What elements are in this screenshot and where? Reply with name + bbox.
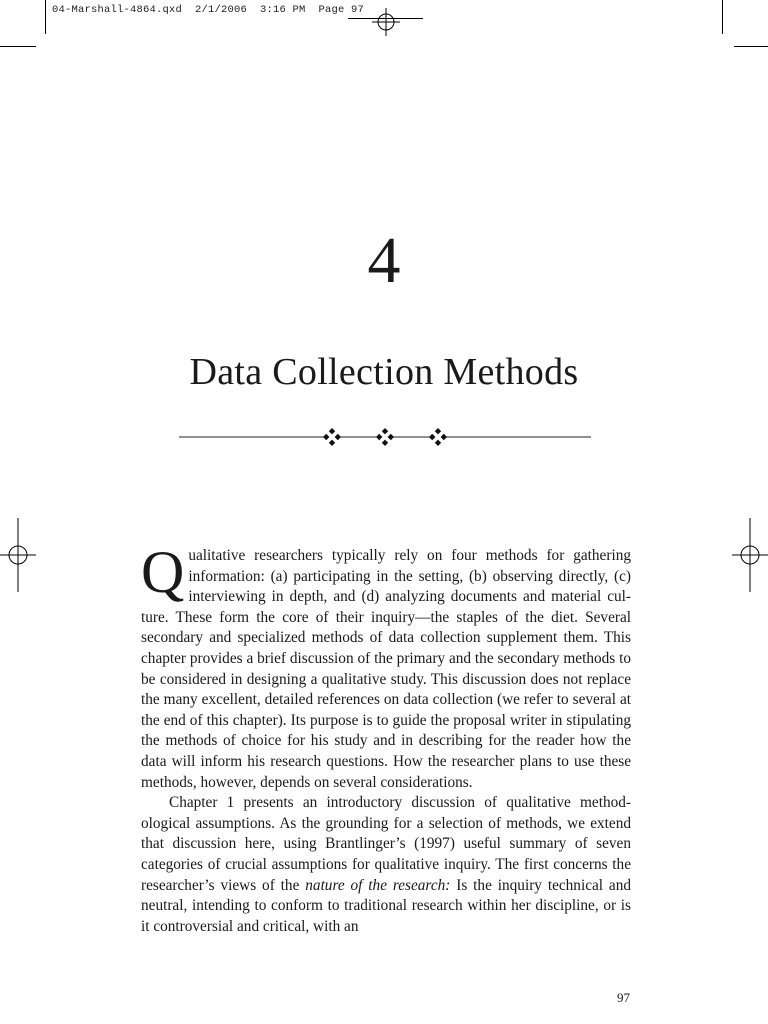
registration-mark-left-icon (0, 518, 36, 592)
page-number: 97 (617, 990, 630, 1005)
paragraph-2-text-after: Is the inquiry technical and neutral, intending to conform to traditional research within her discipline, or is it controversial and critical, with an (141, 876, 631, 935)
crop-mark-top-left-vertical (45, 0, 46, 34)
printer-slug: 04-Marshall-4864.qxd 2/1/2006 3:16 PM Page 97 (52, 4, 365, 16)
crop-mark-top-right-horizontal (734, 46, 768, 47)
paragraph-2-italic: nature of the research: (305, 876, 451, 894)
paragraph-1-text: ualitative researchers typically rely on four methods for gathering information: (a) participating in the setting, (b) observing directly, (c) interviewing in depth, and (d) analyzing documents and material culture. These form the core of their inquiry—the staples of the diet. Several secondary and specialized methods of data collection supplement them. This chapter provides a brief discussion of the primary and the secondary methods to be considered in designing a qualitative study. This discussion does not replace the many excellent, detailed references on data collection (we refer to several at the end of this chapter). Its purpose is to guide the proposal writer in stipulating the methods of choice for his study and in describing for the reader how the data will inform his research questions. How the researcher plans to use these methods, however, depends on several considerations. (141, 547, 631, 791)
crop-mark-top-right-vertical (722, 0, 723, 34)
registration-mark-right-icon (732, 518, 768, 592)
chapter-number: 4 (367, 224, 401, 297)
paragraph-2 (141, 793, 631, 937)
ornament-divider-icon (179, 424, 591, 450)
chapter-title: Data Collection Methods (189, 351, 579, 393)
registration-mark-top-icon (372, 8, 400, 36)
drop-cap: Q (141, 539, 185, 605)
paragraph-1 (141, 539, 631, 793)
paragraph-2-text-before: Chapter 1 presents an introductory discussion of qualitative methodological assumptions. As the grounding for a selection of methods, we extend that discussion here, using Brantlinger’s (1997) useful summary of seven categories of crucial assumptions for qualitative inquiry. The first concerns the researcher’s views of the (141, 794, 631, 894)
chapter-body (141, 539, 631, 937)
crop-mark-top-left-horizontal (0, 46, 36, 47)
